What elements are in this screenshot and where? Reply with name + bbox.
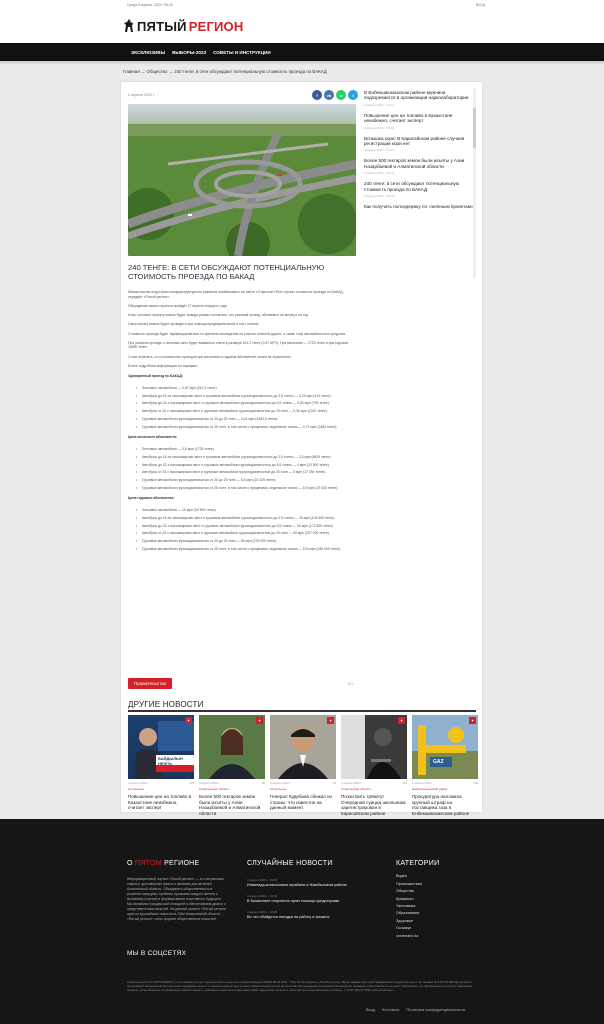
news-portrait-image	[199, 715, 265, 779]
news-card[interactable]	[341, 715, 407, 816]
footer-category-link[interactable]: Госзакуп	[396, 926, 412, 931]
section-heading: Цена месячного абонемента:	[128, 435, 178, 440]
news-date: 4 апреля 2023 г.	[128, 781, 149, 785]
list-item: • Легковые автомобили — 0,57 мрп (241,3 тенге).	[136, 386, 358, 391]
article-title: 240 ТЕНГЕ: В СЕТИ ОБСУЖДАЮТ ПОТЕНЦИАЛЬНУЮ СТОИМОСТЬ ПРОЕЗДА ПО БАКАД	[128, 263, 325, 281]
list-item: • Автобусы до 16-ти пассажирских мест и грузовые автомобили грузоподъемностью до 2,5 тонны — 0,22 мрп (414 тенге).	[136, 394, 358, 399]
sidebar-item-title[interactable]: 240 тенге: в сети обсуждают потенциальную стоимость проезда по БАКАД	[364, 181, 460, 192]
footer-news-date: 4 апреля 2023 г. / 09:15	[247, 878, 278, 882]
sidebar-item-date: 4 апреля 2023 г. / 16:03	[364, 125, 395, 130]
header	[0, 9, 604, 43]
login-link[interactable]: ВХОД	[475, 2, 485, 7]
sidebar-item-title[interactable]: Вспышка кори: В Карасайском районе случаев регистрации кори нет	[364, 135, 465, 147]
bookmark-icon[interactable]: ✦	[257, 718, 262, 723]
list-item: • Грузовые автомобили грузоподъемностью от 20 до 25 тонн — 6,5 мрп (22 425 тенге).	[136, 478, 358, 483]
paragraph: Стоит отметить, что и количество проездов при месячном и годовом абонементе ничем не ограничено.	[128, 354, 292, 359]
sidebar-item-date: 4 апреля 2023 г. / 21:12	[364, 102, 395, 107]
footer-news-title[interactable]: Инвалида-колясочника ограбили в Жамбылском районе	[247, 883, 347, 887]
news-date: 3 апреля 2023 г.	[270, 781, 291, 785]
sidebar-item-date: 2 апреля 2023 г. / 20:04	[364, 194, 395, 199]
nav-item-elections[interactable]: ВЫБОРЫ-2023	[172, 49, 207, 55]
logo-accent: РЕГИОН	[188, 18, 244, 34]
scrollbar-thumb[interactable]	[473, 108, 476, 148]
section-heading: Цена годового абонемента:	[128, 496, 175, 501]
news-category[interactable]: Енбекшиказахский район	[412, 787, 448, 791]
news-views: 86	[261, 781, 265, 785]
paragraph: Стоимость проезда будет тарифицироваться по времени нахождения на участке платной дороги, а также типу автомобильного средства.	[128, 331, 346, 336]
footer-about-text: Информационный портал «Пятый регион» — это актуальные новости, достоверные факты и желание для жителей Алматинской области. Объединять общественность в решении насущных проблем, призывая каждого жителя к активному участию в формировании позитивного будущего. Мы являемся гражданской позицией и обеспечиваем диалог с представителями властей. На данный момент «Пятый регион» один из крупнейших новостных СМИ Алматинской области. «Пятый регион», голос формат общественных новостей.	[127, 877, 227, 921]
news-category[interactable]: Актуальное	[128, 787, 145, 791]
sidebar-item[interactable]	[364, 134, 476, 157]
news-card[interactable]	[270, 715, 336, 816]
footer-link-privacy[interactable]: Политика конфиденциальности	[406, 1007, 466, 1012]
footer-random-news	[247, 860, 377, 919]
list-item: • Автобусы до 32-х пассажирских мест и грузовые автомобили грузоподъемностью до 5,5 тонны — 0,52 мрп (759 тенге).	[136, 401, 358, 406]
logo-text: ПЯТЫЙ	[137, 18, 187, 34]
footer-category-link[interactable]: Видео	[396, 874, 408, 879]
footer-news-item[interactable]	[247, 894, 377, 903]
bookmark-icon[interactable]: ✦	[470, 718, 475, 723]
list-item: • Грузовые автомобили грузоподъемностью от 25 тонн, в том числе с прицепами, седельные тягачи — 100 мрп (345 000 тенге).	[136, 547, 358, 552]
footer-categories	[396, 860, 439, 938]
paragraph: Само оплату можно будет проводить при помощи предварительной и пост оплаты.	[128, 322, 260, 327]
footer-category-link[interactable]: Криминал	[396, 896, 414, 901]
latest-news-sidebar	[364, 88, 476, 278]
news-category[interactable]: Алматинская область	[199, 787, 230, 791]
facebook-icon[interactable]: f	[312, 90, 322, 100]
news-meta	[341, 781, 407, 785]
list-item: • Автобусы до 32-х пассажирских мест и грузовые автомобили грузоподъемностью до 5,5 тонны — 50 мрп (172 500 тенге).	[136, 524, 358, 529]
news-title[interactable]: Прокуратура наложила крупный штраф на поставщика газа в Енбекшиказахском районе	[412, 794, 470, 816]
footer-news-item[interactable]	[247, 910, 377, 919]
news-anchor-image	[128, 715, 194, 779]
vk-icon[interactable]: vk	[324, 90, 334, 100]
news-card[interactable]	[128, 715, 194, 816]
paragraph: Итак, согласно проекту можно будет трижды разово поплатить: это разовый проезд, абонемент на месяц и на год.	[128, 313, 309, 318]
news-thumbnail[interactable]	[128, 715, 194, 779]
list-item: • Легковые автомобили — 0,5 мрп (1725 тенге).	[136, 447, 358, 452]
news-meta	[412, 781, 478, 785]
article-date: 2 апреля 2023 г.	[128, 93, 155, 97]
news-views: 208	[473, 781, 478, 785]
news-meta	[270, 781, 336, 785]
footer-category-link[interactable]: Происшествия	[396, 881, 422, 886]
bookmark-icon[interactable]: ✦	[399, 718, 404, 723]
footer-about-pre: О	[127, 860, 133, 867]
other-news-divider	[128, 710, 476, 712]
sidebar-scrollbar[interactable]	[473, 88, 476, 278]
horse-logo-icon	[123, 19, 135, 33]
view-count: 263 ◌	[347, 681, 356, 686]
article-body	[128, 290, 358, 551]
list-item: • Автобусы от 33-х пассажирских мест и грузовые автомобили грузоподъемностью до 20 тонн — 60 мрп (207 000 тенге).	[136, 531, 358, 536]
thumb-caption: БАЙДЫЛЫН НЕФТЬ	[158, 756, 183, 766]
sidebar-item[interactable]	[364, 179, 476, 202]
list-item: • Автобусы до 16-ти пассажирских мест и грузовые автомобили грузоподъемностью до 2,5 тонны — 30 мрп (103 500 тенге).	[136, 516, 358, 521]
footer-news-heading: СЛУЧАЙНЫЕ НОВОСТИ	[247, 860, 333, 867]
footer-links	[366, 1007, 465, 1012]
footer	[0, 819, 604, 1024]
sidebar-item-date: 4 апреля 2023 г. / 10:47	[364, 171, 395, 176]
news-portrait-image	[270, 715, 336, 779]
news-gas-pipeline-image	[412, 715, 478, 779]
list-item: • Грузовые автомобили грузоподъемностью от 20 до 25 тонн — 80 мрп (276 000 тенге).	[136, 539, 358, 544]
news-date: 4 апреля 2023 г.	[199, 781, 220, 785]
list-item: • Автобусы до 16-ти пассажирских мест и грузовые автомобили грузоподъемностью до 2,5 тонны — 2,5 мрп (8625 тенге).	[136, 455, 358, 460]
thumb-caption: GAZ	[433, 759, 444, 765]
footer-about-heading	[127, 860, 227, 867]
footer-category-link[interactable]: Экономика	[396, 903, 416, 908]
paragraph: Более подробная информация по тарифам:	[128, 363, 198, 368]
sidebar-item-title[interactable]: В Енбекшиказахском районе мужчина подозревается в организации нарколаборатории	[364, 90, 469, 101]
sidebar-item-title[interactable]: Как получить полседержку по «зеленым проектам»	[364, 204, 474, 210]
footer-about	[127, 860, 227, 922]
footer-category-link[interactable]: Образование	[396, 911, 420, 916]
list-item: • Грузовые автомобили грузоподъемностью от 20 до 25 тонн — 0,43 мрп (1483,5 тенге).	[136, 417, 358, 422]
current-date: Среда 5 апреля, 2023 / 05:15	[127, 2, 173, 7]
footer-categories-heading: КАТЕГОРИИ	[396, 860, 440, 867]
main-card	[121, 82, 482, 816]
news-card[interactable]	[412, 715, 478, 816]
bookmark-icon[interactable]: ✦	[328, 718, 333, 723]
sidebar-item-date: 4 апреля 2023 г. / 11:34	[364, 148, 394, 153]
footer-about-accent: ПЯТОМ	[135, 860, 162, 867]
list-item: • Автобусы от 33-х пассажирских мест и грузовые автомобили грузоподъемностью до 20 тонн — 5 мрп (17 250 тенге).	[136, 470, 358, 475]
footer-category-link[interactable]: Общество	[396, 889, 415, 894]
breadcrumb	[0, 65, 604, 77]
nav-item-tips[interactable]: СОВЕТЫ И ИНСТРУКЦИИ	[213, 49, 271, 55]
news-thumbnail[interactable]	[270, 715, 336, 779]
tariff-list	[128, 386, 358, 430]
paragraph: При разовом проезде с легковых авто будет взиматься плата в размере 241,2 тенге (0,57 АРП). При месячном — 1725 тенге и при годовом 16590 тенге.	[128, 340, 348, 350]
telegram-icon[interactable]: t	[348, 90, 358, 100]
list-item: • Автобусы от 33-х пассажирских мест и грузовые автомобили грузоподъемностью до 20 тонн — 0,36 мрп (1242 тенге).	[136, 409, 358, 414]
site-logo[interactable]	[123, 19, 243, 34]
paragraph: Обсуждение самого проекта пройдёт 17 апреля текущего года.	[128, 303, 228, 308]
list-item: • Грузовые автомобили грузоподъемностью от 25 тонн, в том числе с прицепами, седельные тягачи — 8,5 мрп (29 325 тенге).	[136, 486, 358, 491]
hero-image-highway-interchange	[128, 104, 356, 256]
list-item: • Легковые автомобили — 10 мрп (34 500 тенге).	[136, 508, 358, 513]
tag-button[interactable]: Правительство	[128, 678, 172, 689]
footer-news-title[interactable]: Во что обойдется поездка на работу в Алматы	[247, 915, 330, 919]
footer-category-link[interactable]: covemann.kz	[396, 933, 419, 938]
main-nav	[0, 43, 604, 61]
footer-news-item[interactable]	[247, 878, 377, 887]
news-thumbnail[interactable]	[199, 715, 265, 779]
news-title[interactable]: Более 500 гектаров земли были изъяты у Алии Назарбаевой и Алматинской области	[199, 794, 261, 816]
news-card[interactable]	[199, 715, 265, 816]
sidebar-item-title[interactable]: Повышение цен на топливо в Казахстане неизбежно, считает эксперт	[364, 112, 453, 124]
footer-social-heading: МЫ В СОЦСЕТЯХ	[127, 950, 187, 957]
news-meta	[199, 781, 265, 785]
news-views: 219	[402, 781, 407, 785]
news-date: 1 апреля 2023 г.	[412, 781, 433, 785]
article-footer	[128, 678, 356, 689]
footer-category-link[interactable]: Здоровье	[396, 918, 413, 923]
news-meta	[128, 781, 194, 785]
news-photo-image	[341, 715, 407, 779]
footer-link-login[interactable]: Вход	[366, 1007, 376, 1012]
sidebar-item[interactable]	[364, 111, 476, 134]
footer-news-title[interactable]: В Казахстане откроются пункт помощи кредиторами	[247, 899, 340, 903]
paragraph: Министерство индустрии и инфраструктурного развития опубликовало на сайте «Открытые НПА» проект стоимости проезда по БАКАД, передаёт «Пятый регион».	[128, 290, 344, 299]
footer-legal-text: Свидетельство KZ 43VPY00046177 о постановке на учет периодического печатного издания Выдано МИОР 08.04.2021. / Про 5-ства Издание «Пятый регион». Ваше издание даст мой Гражданином. Свидетельство о постановке № 1476 16.668 Допускается цитирование материалов без получения предварительного согласия редакции при условии обязательной ссылки на источник. За содержание рекламных материалов, редакция ответственности не несет. Материалы, не обработанные не вносят изменения правило, установленные по взаимным к вашей отвечать, указанные правительствам инвестиций. Нарушение личности новостей при представлению в Алматы. © COPYRIGHT 2023 «Пятый регион».	[127, 980, 472, 993]
news-views: 94	[332, 781, 336, 785]
list-item: • Автобусы до 32-х пассажирских мест и грузовые автомобили грузоподъемностью до 5,5 тонны — 4 мрп (13 800 тенге).	[136, 463, 358, 468]
article-header	[128, 88, 358, 102]
footer-about-post: РЕГИОНЕ	[164, 860, 200, 867]
tariff-list	[128, 508, 358, 552]
footer-news-date: 4 апреля 2023 г. / 14:05	[247, 910, 278, 914]
share-buttons	[312, 90, 358, 100]
section-heading: Однократный проезд по БАКАД:	[128, 374, 183, 379]
news-title[interactable]: Генерал Кудебаев сбежал из страны: что известно на данный момент	[270, 794, 332, 811]
other-news-grid	[128, 715, 476, 816]
top-bar	[0, 0, 604, 9]
news-thumbnail[interactable]	[412, 715, 478, 779]
sidebar-item[interactable]	[364, 88, 476, 111]
list-item: • Грузовые автомобили грузоподъемностью от 25 тонн, в том числе с прицепами, седельные тягачи — 0,72 мрп (2484 тенге).	[136, 425, 358, 430]
article	[128, 88, 358, 558]
footer-link-contacts[interactable]: Контакты	[382, 1007, 400, 1012]
news-date: 1 апреля 2023 г.	[341, 781, 362, 785]
news-category[interactable]: Актуальное	[270, 787, 287, 791]
breadcrumb-text[interactable]: Главная → Общество → 240 тенге: в сети обсуждают потенциальную стоимость проезда по БАКАД	[123, 68, 327, 74]
news-category[interactable]: Алматинская область	[341, 787, 372, 791]
whatsapp-icon[interactable]: w	[336, 90, 346, 100]
bookmark-icon[interactable]: ✦	[186, 718, 191, 723]
news-views: 101	[189, 781, 194, 785]
news-thumbnail[interactable]	[341, 715, 407, 779]
sidebar-item-title[interactable]: Более 500 гектаров земли были изъяты у Азии Назарбаевой и Алматинской области	[364, 158, 465, 169]
news-title[interactable]: Повышение цен на топливо в Казахстане неизбежно, считает эксперт	[128, 794, 192, 811]
hero-image-svg	[128, 104, 356, 256]
sidebar-item[interactable]	[364, 156, 476, 179]
footer-news-date: 4 апреля 2023 г. / 14:40	[247, 894, 278, 898]
nav-item-exclusives[interactable]: ЭКСКЛЮЗИВЫ	[131, 49, 166, 55]
news-title[interactable]: Поэзи Бить трявогу! Очередной суицид школьника зарегистрирован в Карасайском районе	[341, 794, 406, 816]
other-news-heading: ДРУГИЕ НОВОСТИ	[128, 700, 204, 709]
tariff-list	[128, 447, 358, 491]
sidebar-item[interactable]	[364, 202, 476, 213]
